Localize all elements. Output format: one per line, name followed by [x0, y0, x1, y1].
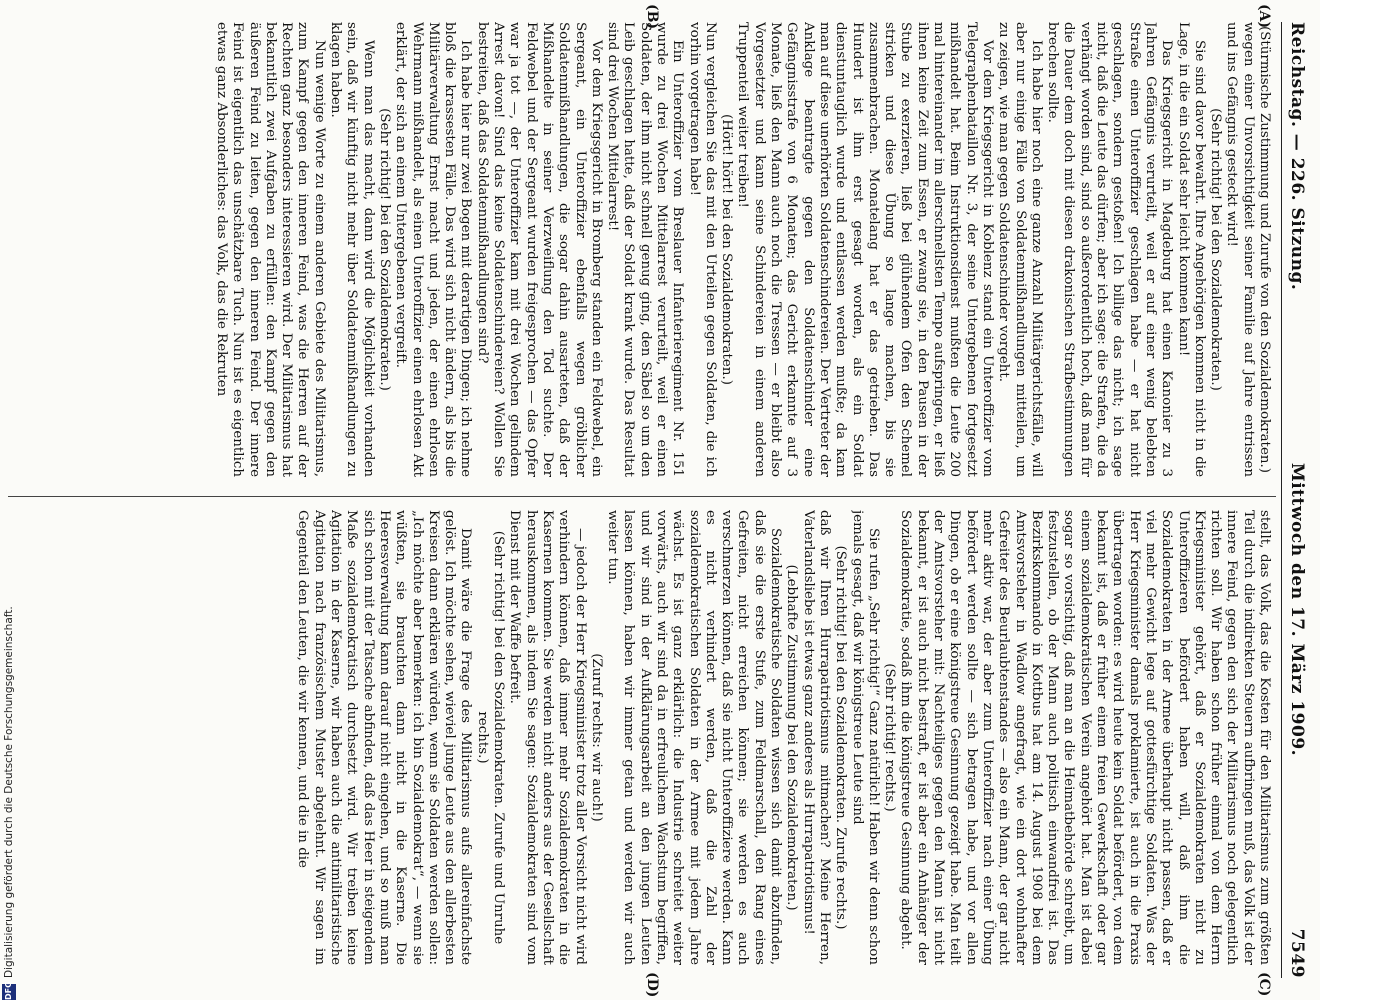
- stenographic-note: (Zuruf rechts: wir auch!): [588, 653, 604, 822]
- paragraph: Ich habe hier nur zwei Bogen mit derartigen Dingen; ich nehme bloß die krassesten Fälle. Das wird sich nicht ändern, als bis die Militärverwaltung Ernst macht und jeden, der einen ehrlosen Wehrmann mißhandelt, als einen Unteroffizier einen ehrlosen Akt erklärt, der sich an einem Untergebenen vergreift.: [393, 22, 474, 477]
- funding-credit: [1, 0, 17, 1000]
- paragraph: Nun wenige Worte zu einem anderen Gebiete des Militarismus, zum Kampf gegen den inneren Feind, was die Herren auf der Rechten ganz besonders interessieren wird. Der Militarismus hat bekanntlich zwei Aufgaben zu erfüllen: den Kampf gegen den äußeren Feind zu leiten, gegen den inneren Feind. Der innere Feind ist eigentlich das unschätzbare Tuch. Nun ist es eigentlich etwas ganz Absonderliches: das Volk, das die Rekruten: [214, 22, 327, 477]
- paragraph: Ich habe hier noch eine ganze Anzahl Militärgerichtsfälle, will aber nur einige Fälle von Soldatenmißhandlungen mitteilen, um zu zeigen, wie man gegen Soldatenschinder vorgeht.: [996, 22, 1044, 477]
- stenographic-note: (Sehr richtig! rechts.): [882, 663, 898, 812]
- paragraph: Wenn man das macht, dann wird die Möglichkeit vorhanden sein, daß wir künftig nicht mehr über Soldatenmißhandlungen zu klagen haben.: [328, 22, 376, 477]
- paragraph: daß wir Ihren Hurrapatriotismus mitmachen? Meine Herren, Vaterlandsliebe ist etwas ganz anderes als Hurrapatriotismus!: [800, 510, 832, 965]
- paragraph: Sozialdemokratische Soldaten wissen sich damit abzufinden, daß sie die erste Stufe, zum Feldmarschall, den Rang eines Gefreiten, nicht erreichen können; sie werden es auch verschmerzen können, daß sie nicht Unteroffiziere werden. Kann es nicht verhindert werden, daß die Zahl der sozialdemokratischen Soldaten in der Armee mit jedem Jahre wächst. Es ist ganz erklärlich: die Industrie schreitet weiter vorwärts, auch wir sind da in erfreulichem Wachstum begriffen, und wir sind in der Aufklärungsarbeit an den jungen Leuten lassen können, haben wir immer getan und werden wir auch weiter tun.: [605, 510, 784, 965]
- stenographic-note: (Sehr richtig! bei den Sozialdemokraten.): [1208, 108, 1224, 391]
- paragraph: — jedoch der Herr Kriegsminister trotz aller Vorsicht nicht wird verhindern können, daß immer mehr Sozialdemokraten in die Kasernen kommen. Sie werden nicht anders aus der Gesellschaft herauskommen, als indem Sie sagen: Sozialdemokraten sind vom Dienst mit der Waffe befreit.: [507, 510, 588, 965]
- paragraph: Vor dem Kriegsgericht in Koblenz stand ein Unteroffizier vom Telegraphenbataillon Nr. 3, der seine Untergebenen fortgesetzt mißhandelt hat. Beim Instruktionsdienst mußten die Leute 200 mal hintereinander im allerschnellsten Tempo aufspringen, er ließ ihnen keine Zeit zum Essen, er zwang sie, in den Pausen in der Stube zu exerzieren, ließ bei glühendem Ofen den Schemel stricken und diese Übung so lange machen, bis sie zusammenbrachen. Monatelang hat er das getrieben. Das Hundert ist ihm erst gesagt worden, als ein Soldat dienstuntauglich wurde und entlassen werden mußte; da kam man auf diese unerhörten Soldatenschindereien. Der Vertreter der Anklage beantragte gegen den Soldatenschinder eine Gefängnisstrafe von 6 Monaten; das Gericht erkannte auf 3 Monate, ließ den Mann auch noch die Tressen — er bleibt also Vorgesetzter und kann seine Schindereien in einem anderen Truppenteil weiter treiben!: [735, 22, 995, 477]
- paragraph: Nun vergleichen Sie das mit den Urteilen gegen Soldaten, die ich vorhin vorgetragen habe!: [686, 22, 718, 477]
- margin-marker-d: (D): [644, 972, 660, 998]
- stenographic-note: (Lebhafte Zustimmung bei den Sozialdemokraten.): [784, 564, 800, 911]
- right-text-column: [8, 510, 1272, 965]
- dfg-logo: DFG: [2, 984, 16, 1000]
- page-header: [1281, 22, 1312, 978]
- stenographic-note: (Sehr richtig! bei den Sozialdemokraten.): [376, 108, 392, 391]
- paragraph: Sie rufen „Sehr richtig!“ Ganz natürlich! Haben wir denn schon jemals gesagt, daß wir königstreue Leute sind: [849, 510, 881, 965]
- margin-marker-a: (A): [1256, 4, 1272, 29]
- margin-marker-b: (B): [644, 4, 660, 30]
- column-divider: [8, 496, 1276, 497]
- header-page-number: 7549: [1287, 928, 1307, 978]
- paragraph: Damit wäre die Frage des Militarismus aufs allereinfachste gelöst. Ich möchte sehen, wieviel junge Leute aus den allerbesten Kreisen dann erklären würden, wenn sie Soldaten werden sollen: „Ich möchte aber bemerken: ich bin Sozialdemokrat“, — wenn sie wüßten, sie brauchten dann nicht in die Kaserne. Die Heeresverwaltung kann darauf nicht eingehen, und so muß man sich schon mit der Tatsache abfinden, daß das Heer in steigendem Maße sozialdemokratisch durchsetzt wird. Wir treiben keine Agitation in der Kaserne, wir haben auch die antimilitaristische Agitation nach französischem Muster abgelehnt. Wir sagen im Gegenteil den Leuten, die wir kennen, und die in die: [295, 510, 474, 965]
- paragraph: Vor dem Kriegsgericht in Bromberg standen ein Feldwebel, ein Sergeant, ein Unteroffizier ebenfalls wegen gröblicher Soldatenmißhandlungen, die sogar dahin ausarteten, daß der Mißhandelte in seiner Verzweiflung den Tod suchte. Der Feldwebel und der Sergeant wurden freigesprochen — das Opfer war ja tot —, der Unteroffizier kam mit drei Wochen gelindem Arrest davon! Sind das keine Soldatenschindereien? Wollen Sie bestreiten, daß das Soldatenmißhandlungen sind?: [474, 22, 604, 477]
- paragraph: Sie sind davor bewahrt. Ihre Angehörigen kommen nicht in die Lage, in die ein Soldat sehr leicht kommen kann!: [1175, 22, 1207, 477]
- credit-text: Digitalisierung gefördert durch die Deutsche Forschungsgemeinschaft.: [3, 606, 15, 978]
- stenographic-note: (Stürmische Zustimmung und Zurufe von den Sozialdemokraten.): [1257, 26, 1272, 473]
- paragraph: Ein Unteroffizier vom Breslauer Infanterieregiment Nr. 151 wurde zu drei Wochen Mittelarrest verurteilt, weil er einen Soldaten, der ihm nicht schnell genug ging, den Säbel so um den Leib geschlagen hatte, daß der Soldat krank wurde. Das Resultat sind drei Wochen Mittelarrest!: [605, 22, 686, 477]
- paragraph: Das Kriegsgericht in Magdeburg hat einen Kanonier zu 3 Jahren Gefängnis verurteilt, weil er auf einer wenig belebten Straße einen Unteroffizier geschlagen habe — er hat nicht geschlagen, sondern gestoßen! Ich billige das nicht; ich sage nicht, daß die Leute das dürfen; aber ich sage: die Strafen, die da verhängt worden sind, sind so außerordentlich hoch, daß man für die Dauer dem doch mit diesen drakonischen Strafbestimmungen brechen sollte.: [1045, 22, 1175, 477]
- header-session: Reichstag. — 226. Sitzung.: [1287, 22, 1307, 291]
- paragraph: wegen einer Unvorsichtigkeit seiner Familie auf Jahre entrissen und ins Gefängnis gesteckt wird!: [1224, 22, 1256, 477]
- paragraph: stellt, das Volk, das die Kosten für den Militarismus zum größten Teil durch die indirekten Steuern aufbringen muß, das Volk ist der innere Feind, gegen den sich der Militarismus noch gelegentlich richten soll. Wir haben schon früher einmal von dem Herrn Kriegsminister gehört, daß er Sozialdemokraten nicht zu Unteroffizieren befördert haben will, daß ihm die Sozialdemokraten in der Armee überhaupt nicht passen, daß er viel mehr Gewicht lege auf gottesfürchtige Soldaten. Was der Herr Kriegsminister damals proklamierte, ist auch in die Praxis übertragen worden: es wird heute kein Soldat befördert, von dem bekannt ist, daß er früher einem freien Gewerkschaft oder gar einem sozialdemokratischen Verein angehört hat. Man ist dabei sogar so vorsichtig, daß man an die Heimatbehörde schreibt, um festzustellen, ob der Mann auch politisch einwandfrei ist. Das Bezirkskommando in Kottbus hat am 14. August 1908 bei dem Amtsvorsteher in Wadlow angefragt, wie ein dort wohnhafter Gefreiter des Beurlaubtenstandes — also ein Mann, der gar nicht mehr aktiv war, der aber zum Unteroffizier nach einer Übung befördert werden sollte — sich betragen habe, und vor allen Dingen, ob er eine königstreue Gesinnung gezeigt habe. Man teilt der Amtsvorsteher mit: Nachteiliges gegen den Mann ist nicht bekannt, er ist auch nicht bestraft, er ist aber ein Anhänger der Sozialdemokratie, sodaß ihm die königstreue Gesinnung abgeht.: [898, 510, 1272, 965]
- stenographic-note: (Sehr richtig! bei den Sozialdemokraten. Zurufe rechts.): [833, 545, 849, 930]
- header-date: Mittwoch den 17. März 1909.: [1287, 462, 1307, 757]
- margin-marker-c: (C): [1256, 972, 1272, 997]
- stenographic-note: (Sehr richtig! bei den Sozialdemokraten. Zurufe und Unruhe rechts.): [474, 530, 507, 945]
- stenographic-note: (Hört! hört! bei den Sozialdemokraten.): [719, 114, 735, 385]
- left-text-column: [8, 22, 1272, 477]
